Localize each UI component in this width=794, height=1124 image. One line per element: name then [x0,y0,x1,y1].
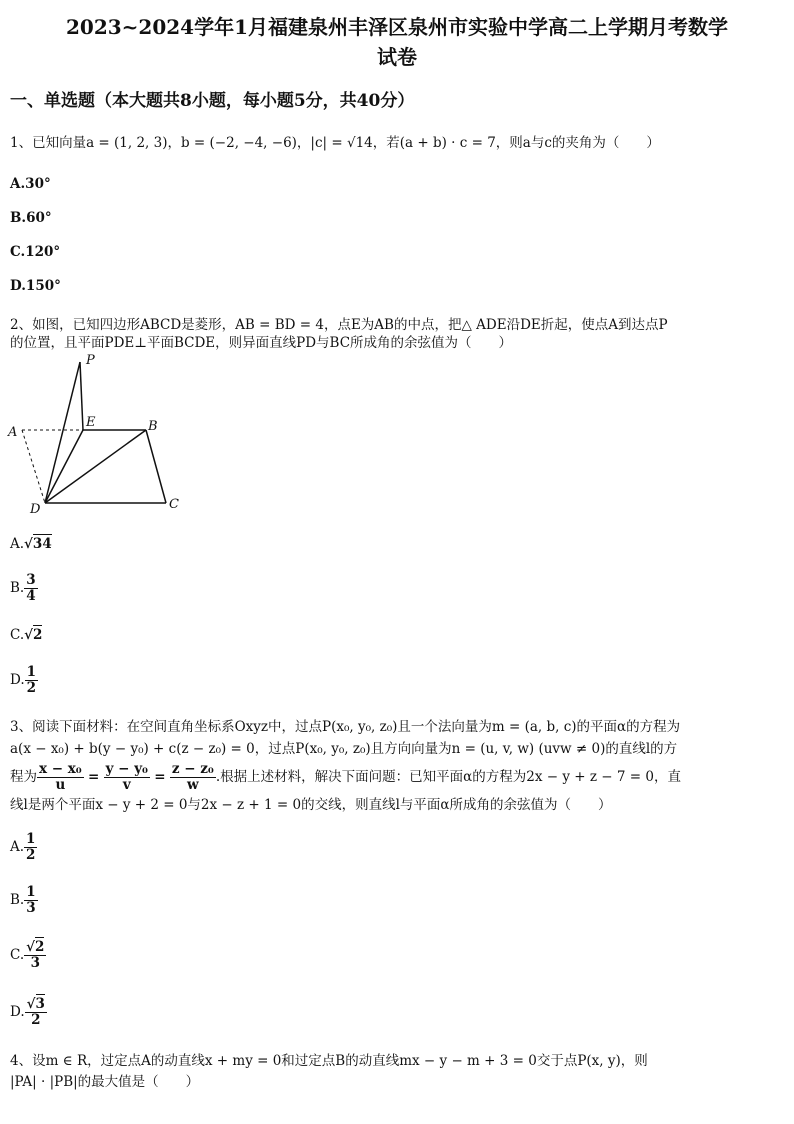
question-2-line-1: 2、如图，已知四边形ABCD是菱形，AB = BD = 4，点E为AB的中点，把△ ADE沿DE折起，使点A到达点P [10,317,668,333]
q3-option-d: D. $\frac{√3}{2}$ [10,996,45,1028]
q1-option-b: B.60° [10,210,52,226]
q3-option-a [10,832,37,863]
q3-option-d-denominator: 2 [31,1012,41,1028]
q1-option-c: C.120° [10,244,61,260]
label-P: P [86,353,95,368]
q2-option-a: A.√34 [10,536,52,552]
q2-option-d [10,665,38,696]
label-E: E [86,415,96,430]
q2-option-d-prefix: D. [10,672,25,688]
q3-fraction-3-denominator: w [187,777,199,793]
q3-option-a-prefix: A. [10,839,25,855]
q3-option-b-numerator: 1 [26,884,36,900]
q3-option-c-denominator: 3 [30,955,40,971]
q3-option-b-denominator: 3 [26,900,36,916]
q3-fraction-2-numerator: y − y₀ [105,761,148,777]
q3-fraction-2-denominator: v [122,777,131,793]
q2-option-c-radicand: 2 [33,627,43,643]
q3-option-a-denominator: 2 [26,847,36,863]
q2-option-d-numerator: 1 [26,664,37,680]
question-2-line-2: 的位置，且平面PDE⊥平面BCDE，则异面直线PD与BC所成角的余弦值为（ ） [10,335,513,351]
q3-line-3-suffix: .根据上述材料，解决下面问题：已知平面α的方程为2x − y + z − 7 = 0，直 [215,769,681,785]
question-3-line-2: a(x − x₀) + b(y − y₀) + c(z − z₀) = 0，过点P(x₀, y₀, z₀)且方向向量为n = (u, v, w) (uvw ≠ 0)的直线l的方 [10,741,678,757]
q2-option-a-radicand: 34 [32,536,52,552]
question-3-line-1: 3、阅读下面材料：在空间直角坐标系Oxyz中，过点P(x₀, y₀, z₀)且一个法向量为m = (a, b, c)的平面α的方程为 [10,719,681,735]
q2-option-b-prefix: B. [10,580,25,596]
q2-option-b-denominator: 4 [26,588,36,604]
rhombus-fold-figure [0,350,200,520]
q3-option-c-numerator-radicand: 2 [35,939,45,955]
q3-option-c-prefix: C. [10,947,25,963]
q2-option-b [10,573,38,604]
q1-option-a: A.30° [10,176,51,192]
q3-option-a-numerator: 1 [26,831,36,847]
label-C: C [169,497,179,512]
question-1-text: 1、已知向量a = (1, 2, 3)，b = (−2, −4, −6)，|c| = √14，若(a + b) · c = 7，则a与c的夹角为（ ） [10,135,660,151]
q3-option-c: C. $\frac{√2}{3}$ [10,939,45,971]
q3-fraction-1-numerator: x − x₀ [39,761,82,777]
q2-option-d-denominator: 2 [26,680,37,696]
q3-line-3-prefix: 程为 [10,769,37,785]
q3-option-d-numerator-radicand: 3 [35,996,45,1012]
question-4-line-2: |PA| · |PB|的最大值是（ ） [10,1074,200,1090]
question-4-line-1: 4、设m ∈ R，过定点A的动直线x + my = 0和过定点B的动直线mx − y − m + 3 = 0交于点P(x, y)，则 [10,1053,648,1069]
q2-option-c-prefix: C. [10,627,25,643]
q3-fraction-1-denominator: u [55,777,66,793]
q2-option-b-numerator: 3 [26,572,36,588]
q2-option-c: C.√2 [10,627,43,643]
title-line-1: 2023~2024学年1月福建泉州丰泽区泉州市实验中学高二上学期月考数学 [65,15,728,39]
label-B: B [148,419,158,434]
document-title [0,12,794,72]
question-3-line-3 [10,760,780,794]
q1-option-d: D.150° [10,278,61,294]
section-heading: 一、单选题（本大题共8小题，每小题5分，共40分） [10,91,415,111]
q3-equals-2: = [154,769,166,785]
label-D: D [30,502,41,517]
q3-option-b-prefix: B. [10,892,25,908]
q2-option-a-prefix: A. [10,536,25,552]
q3-option-d-prefix: D. [10,1004,25,1020]
label-A: A [8,425,18,440]
q3-fraction-3-numerator: z − z₀ [171,761,214,777]
title-line-2: 试卷 [377,45,417,69]
question-3-line-4: 线l是两个平面x − y + 2 = 0与2x − z + 1 = 0的交线，则直线l与平面α所成角的余弦值为（ ） [10,797,612,813]
q3-equals-1: = [88,769,100,785]
q3-option-b [10,885,38,916]
